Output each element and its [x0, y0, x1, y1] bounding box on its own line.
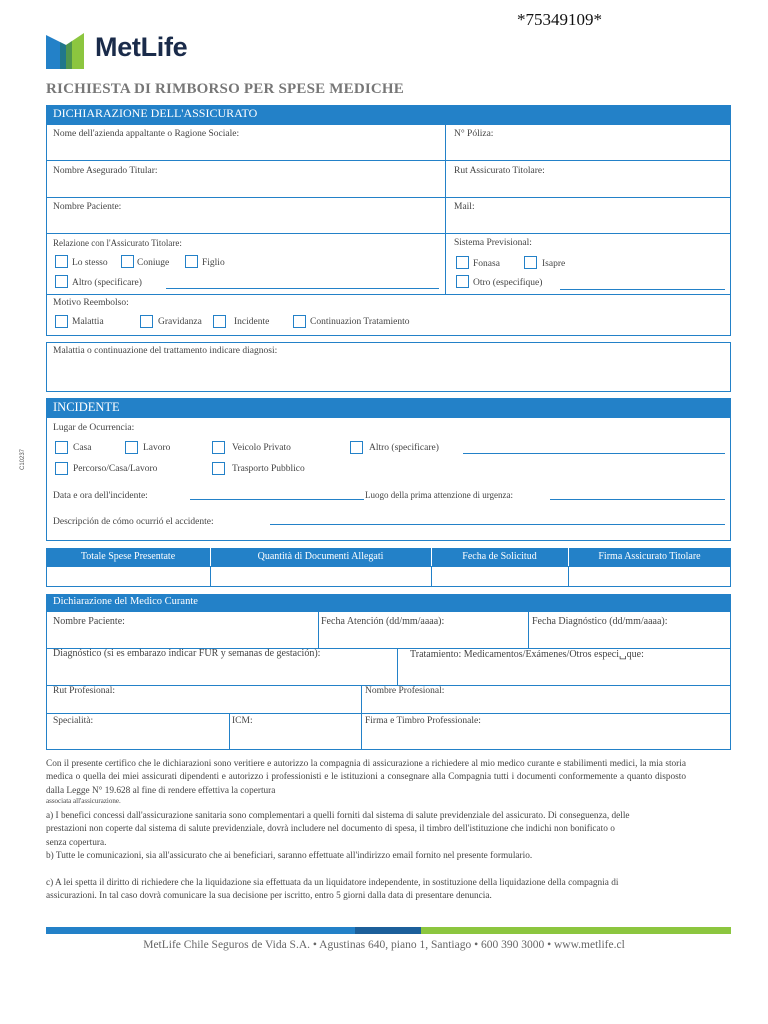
doctor-speciality-field[interactable]: Specialità: [53, 716, 94, 726]
place-other-checkbox[interactable] [350, 441, 363, 454]
reason-illness-checkbox[interactable] [55, 315, 68, 328]
place-vehicle-checkbox[interactable] [212, 441, 225, 454]
policy-field[interactable]: N° Póliza: [454, 129, 494, 139]
relation-child-label: Figlio [202, 258, 225, 268]
section-header-doctor: Dichiarazione del Medico Curante [46, 594, 731, 611]
totals-header-date: Fecha de Solicitud [431, 548, 568, 566]
company-field[interactable]: Nome dell'azienda appaltante o Ragione Sociale: [53, 129, 240, 139]
totals-cell-documents[interactable] [431, 566, 432, 587]
relation-other-checkbox[interactable] [55, 275, 68, 288]
doctor-rut-field[interactable]: Rut Profesional: [53, 686, 116, 696]
place-home-checkbox[interactable] [55, 441, 68, 454]
place-public-transport-label: Trasporto Pubblico [232, 464, 305, 474]
brand-name: MetLife [95, 32, 188, 62]
place-label: Lugar de Ocurrencia: [53, 423, 135, 433]
mail-field[interactable]: Mail: [454, 202, 475, 212]
reason-accident-checkbox[interactable] [213, 315, 226, 328]
patient-field[interactable]: Nombre Paciente: [53, 202, 122, 212]
reason-label: Motivo Reembolso: [53, 298, 129, 308]
doctor-diagnosis-date-field[interactable]: Fecha Diagnóstico (dd/mm/aaaa): [532, 616, 668, 627]
relation-label: Relazione con l'Assicurato Titolare: [53, 238, 182, 248]
totals-cell-date[interactable] [568, 566, 569, 587]
system-isapre-checkbox[interactable] [524, 256, 537, 269]
system-other-label: Otro (especifique) [473, 278, 543, 288]
datetime-input[interactable] [190, 499, 364, 500]
serial-number: *75349109* [517, 10, 602, 29]
section-header-incident: INCIDENTE [46, 398, 731, 417]
place-other-label: Altro (specificare) [369, 443, 439, 453]
place-other-input[interactable] [463, 453, 725, 454]
place-work-label: Lavoro [143, 443, 171, 453]
legal-clause-b: b) Tutte le comunicazioni, sia all'assicurato che ai beneficiari, saranno effettuate all'indirizzo email fornito nel presente formulario. [46, 851, 533, 861]
place-vehicle-label: Veicolo Privato [232, 443, 291, 453]
description-input[interactable] [270, 524, 725, 525]
place-commute-checkbox[interactable] [55, 462, 68, 475]
legal-paragraph: Con il presente certifico che le dichiarazioni sono veritiere e autorizzo la compagnia di assicurazione a richiedere al mio medico curante e stabilimenti medici, la mia storia medica o quella dei miei assicurati dipendenti e autorizzo i professionisti e le istituzioni a consegnare alla Compagnia tutti i documenti conformemente a quanto disposto dalla Legge N° 19.628 al fine di rendere effettiva la copertura [46, 759, 686, 796]
first-aid-input[interactable] [550, 499, 725, 500]
place-commute-label: Percorso/Casa/Lavoro [73, 464, 158, 474]
doctor-box [46, 611, 731, 750]
section-header-declaration: DICHIARAZIONE DELL'ASSICURATO [46, 105, 731, 124]
holder-rut-field[interactable]: Rut Assicurato Titolare: [454, 166, 545, 176]
footer-address: MetLife Chile Seguros de Vida S.A. • Agustinas 640, piano 1, Santiago • 600 390 3000 • www.metlife.cl [143, 939, 625, 951]
relation-spouse-checkbox[interactable] [121, 255, 134, 268]
footer-stripe-dark [355, 927, 421, 934]
legal-paragraph-tail: associata all'assicurazione. [46, 797, 121, 805]
doctor-patient-field[interactable]: Nombre Paciente: [53, 616, 125, 627]
doctor-name-field[interactable]: Nombre Profesional: [365, 686, 445, 696]
diagnosis-label: Malattia o continuazione del trattamento indicare diagnosi: [53, 346, 278, 356]
system-isapre-label: Isapre [542, 259, 566, 269]
relation-child-checkbox[interactable] [185, 255, 198, 268]
doctor-icm-field[interactable]: ICM: [232, 716, 253, 726]
relation-self-checkbox[interactable] [55, 255, 68, 268]
relation-other-input[interactable] [166, 288, 439, 289]
doctor-treatment-field[interactable]: Tratamiento: Medicamentos/Exámenes/Otros especi␣que: [410, 649, 644, 660]
system-other-input[interactable] [560, 289, 725, 290]
reason-continuation-label: Continuazion Tratamiento [310, 317, 410, 327]
page-title: RICHIESTA DI RIMBORSO PER SPESE MEDICHE [46, 81, 405, 97]
totals-header-signature: Firma Assicurato Titolare [568, 548, 731, 566]
totals-row [46, 566, 731, 587]
relation-other-label: Altro (specificare) [72, 278, 142, 288]
declaration-box [46, 124, 731, 336]
doctor-signature-field[interactable]: Firma e Timbro Professionale: [365, 716, 481, 726]
footer-stripe-green [421, 927, 731, 934]
system-fonasa-checkbox[interactable] [456, 256, 469, 269]
system-fonasa-label: Fonasa [473, 259, 500, 269]
place-home-label: Casa [73, 443, 92, 453]
first-aid-label: Luogo della prima attenzione di urgenza: [365, 490, 514, 500]
reason-pregnancy-label: Gravidanza [158, 317, 202, 327]
totals-cell-expenses[interactable] [210, 566, 211, 587]
form-code: C10237 [20, 448, 26, 470]
totals-header-documents: Quantità di Documenti Allegati [210, 548, 431, 566]
system-other-checkbox[interactable] [456, 275, 469, 288]
reason-illness-label: Malattia [72, 317, 104, 327]
place-public-transport-checkbox[interactable] [212, 462, 225, 475]
holder-name-field[interactable]: Nombre Asegurado Titular: [53, 166, 158, 176]
relation-spouse-label: Coniuge [137, 258, 170, 268]
footer-stripe-blue [46, 927, 355, 934]
reason-continuation-checkbox[interactable] [293, 315, 306, 328]
datetime-label: Data e ora dell'incidente: [53, 491, 148, 501]
relation-self-label: Lo stesso [72, 258, 108, 268]
description-label: Descripción de cómo ocurrió el accidente: [53, 517, 214, 527]
legal-clause-c: c) A lei spetta il diritto di richiedere che la liquidazione sia effettuata da un liquidatore independente, in sostituzione della liquidazione della compagnia di assicurazioni. In tal caso dovrà comunicare la sua decisione per iscritto, entro 5 giorni dalla data di presentare denuncia. [46, 878, 619, 902]
place-work-checkbox[interactable] [125, 441, 138, 454]
system-label: Sistema Previsional: [454, 238, 532, 248]
totals-header-expenses: Totale Spese Presentate [46, 548, 210, 566]
doctor-attention-date-field[interactable]: Fecha Atención (dd/mm/aaaa): [321, 616, 445, 627]
legal-clause-a: a) I benefici concessi dall'assicurazione sanitaria sono complementari a quelli forniti dal sistema di salute previdenziale del assicurato. Di conseguenza, delle prestazioni non coperte dal sistema di salute previdenziale, dovrà includere nel documento di spesa, il timbro dell'istituzione che indichi non bonificato o senza copertura. [46, 811, 630, 848]
reason-accident-label: Incidente [234, 317, 270, 327]
reason-pregnancy-checkbox[interactable] [140, 315, 153, 328]
doctor-diagnosis-field[interactable]: Diagnóstico (si es embarazo indicar FUR y semanas de gestación): [53, 648, 321, 659]
